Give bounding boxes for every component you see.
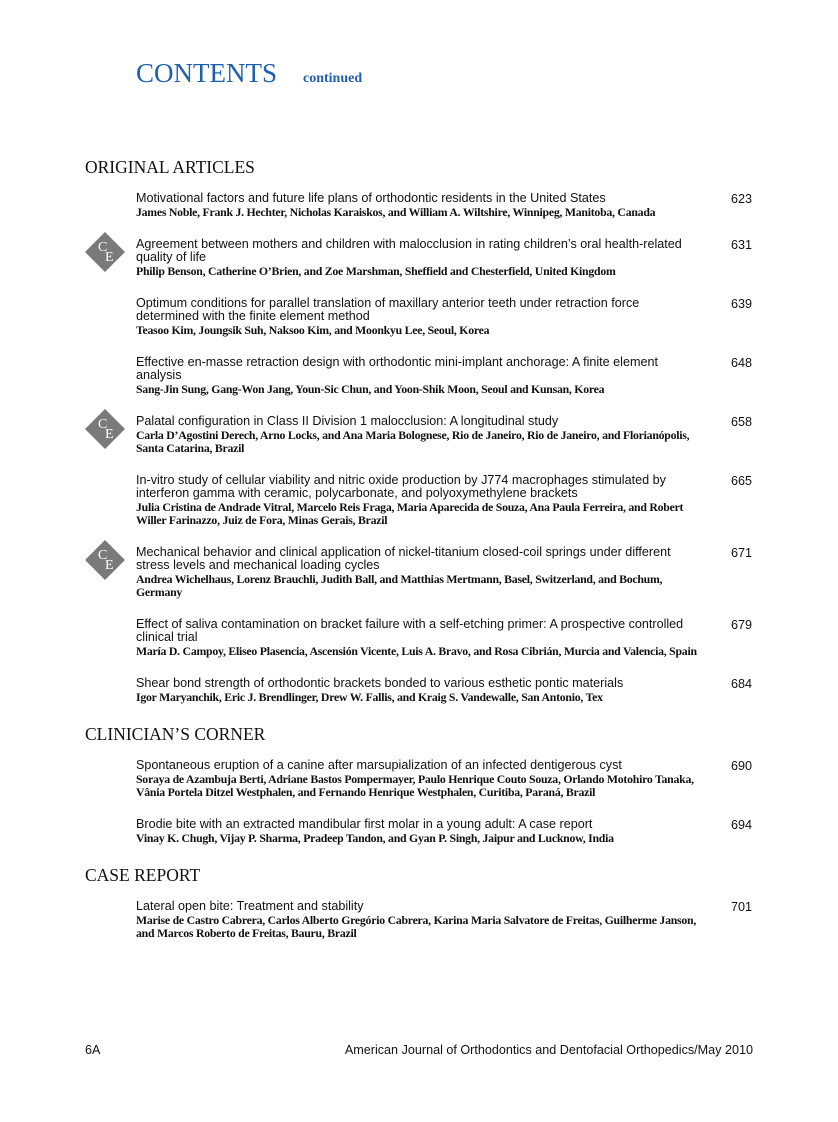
article-page-number: 648 (730, 356, 752, 370)
article-authors: Philip Benson, Catherine O’Brien, and Zoe Marshman, Sheffield and Chesterfield, United Kingdom (136, 264, 616, 278)
article-page-number: 631 (730, 238, 752, 252)
article-page-number: 684 (730, 677, 752, 691)
page-subtitle: continued (303, 71, 363, 86)
svg-text:C: C (98, 417, 108, 432)
svg-text:C: C (98, 548, 108, 563)
article-title[interactable]: Brodie bite with an extracted mandibular first molar in a young adult: A case report (136, 817, 593, 831)
svg-text:C: C (98, 240, 108, 255)
article-page-number: 639 (730, 297, 752, 311)
svg-text:E: E (105, 427, 114, 442)
ce-badge-icon (85, 540, 125, 580)
article-entry[interactable] (85, 546, 755, 599)
article-title[interactable]: Effect of saliva contamination on bracket failure with a self-etching primer: A prospective controlled clinical trial (136, 617, 684, 644)
article-authors: Igor Maryanchik, Eric J. Brendlinger, Drew W. Fallis, and Kraig S. Vandewalle, San Antonio, Tex (136, 690, 603, 704)
article-entry[interactable] (85, 415, 755, 455)
section-heading: ORIGINAL ARTICLES (85, 157, 255, 177)
article-entry[interactable] (85, 618, 755, 658)
article-title[interactable]: Mechanical behavior and clinical application of nickel-titanium closed-coil springs under different stress levels and mechanical loading cycles (136, 545, 671, 572)
article-title[interactable]: Optimum conditions for parallel translation of maxillary anterior teeth under retraction force determined with the finite element method (136, 296, 640, 323)
article-entry[interactable] (85, 356, 755, 396)
section-heading: CLINICIAN’S CORNER (85, 724, 266, 744)
article-page-number: 665 (730, 474, 752, 488)
article-entry[interactable] (85, 297, 755, 337)
article-page-number: 694 (730, 818, 752, 832)
article-authors: María D. Campoy, Eliseo Plasencia, Ascensión Vicente, Luis A. Bravo, and Rosa Cibrián, Murcia and Valencia, Spain (136, 644, 697, 658)
article-title[interactable]: Motivational factors and future life plans of orthodontic residents in the United States (136, 191, 606, 205)
article-title[interactable]: Spontaneous eruption of a canine after marsupialization of an infected dentigerous cyst (136, 758, 622, 772)
article-entry[interactable] (85, 192, 755, 219)
article-authors: Vinay K. Chugh, Vijay P. Sharma, Pradeep Tandon, and Gyan P. Singh, Jaipur and Lucknow, India (136, 831, 614, 845)
article-title[interactable]: Effective en-masse retraction design with orthodontic mini-implant anchorage: A finite element analysis (136, 355, 658, 382)
svg-text:E: E (105, 250, 114, 265)
article-authors: Marise de Castro Cabrera, Carlos Alberto Gregório Cabrera, Karina Maria Salvatore de Freitas, Guilherme Janson, and Marcos Roberto de Freitas, Bauru, Brazil (136, 913, 697, 940)
article-entry[interactable] (85, 474, 755, 527)
article-authors: James Noble, Frank J. Hechter, Nicholas Karaiskos, and William A. Wiltshire, Winnipeg, Manitoba, Canada (136, 205, 656, 219)
article-entry[interactable] (85, 818, 755, 845)
article-title[interactable]: Lateral open bite: Treatment and stability (136, 899, 364, 913)
article-page-number: 623 (730, 192, 752, 206)
article-entry[interactable] (85, 900, 755, 940)
article-page-number: 701 (730, 900, 752, 914)
page-title: CONTENTS (136, 58, 277, 88)
article-page-number: 658 (730, 415, 752, 429)
article-authors: Julia Cristina de Andrade Vitral, Marcelo Reis Fraga, Maria Aparecida de Souza, Ana Paula Ferreira, and Robert Willer Farinazzo, Juiz de Fora, Minas Gerais, Brazil (136, 500, 684, 527)
article-title[interactable]: In-vitro study of cellular viability and nitric oxide production by J774 macrophages stimulated by interferon gamma with ceramic, polycarbonate, and polyoxymethylene brackets (136, 473, 666, 500)
page-number: 6A (85, 1043, 101, 1057)
article-title[interactable]: Palatal configuration in Class II Division 1 malocclusion: A longitudinal study (136, 414, 559, 428)
article-title[interactable]: Agreement between mothers and children with malocclusion in rating children’s oral health-related quality of life (136, 237, 682, 264)
section-heading: CASE REPORT (85, 865, 201, 885)
article-entry[interactable] (85, 238, 755, 278)
article-entry[interactable] (85, 677, 755, 704)
article-authors: Sang-Jin Sung, Gang-Won Jang, Youn-Sic Chun, and Yoon-Shik Moon, Seoul and Kunsan, Korea (136, 382, 605, 396)
page-header (136, 58, 362, 89)
article-page-number: 671 (730, 546, 752, 560)
svg-text:E: E (105, 558, 114, 573)
article-authors: Andrea Wichelhaus, Lorenz Brauchli, Judith Ball, and Matthias Mertmann, Basel, Switzerland, and Bochum, Germany (136, 572, 663, 599)
article-page-number: 690 (730, 759, 752, 773)
article-authors: Soraya de Azambuja Berti, Adriane Bastos Pompermayer, Paulo Henrique Couto Souza, Orlando Motohiro Tanaka, Vânia Portela Ditzel Westphalen, and Fernando Henrique Westphalen, Curitiba, Paraná, Brazil (136, 772, 694, 799)
article-authors: Teasoo Kim, Joungsik Suh, Naksoo Kim, and Moonkyu Lee, Seoul, Korea (136, 323, 490, 337)
article-title[interactable]: Shear bond strength of orthodontic brackets bonded to various esthetic pontic materials (136, 676, 624, 690)
ce-badge-icon (85, 409, 125, 449)
article-entry[interactable] (85, 759, 755, 799)
journal-footer: American Journal of Orthodontics and Dentofacial Orthopedics/May 2010 (344, 1043, 753, 1057)
ce-badge-icon (85, 232, 125, 272)
article-authors: Carla D’Agostini Derech, Arno Locks, and Ana Maria Bolognese, Rio de Janeiro, Rio de Janeiro, and Florianópolis, Santa Catarina, Brazil (136, 428, 690, 455)
article-page-number: 679 (730, 618, 752, 632)
table-of-contents (85, 157, 755, 959)
